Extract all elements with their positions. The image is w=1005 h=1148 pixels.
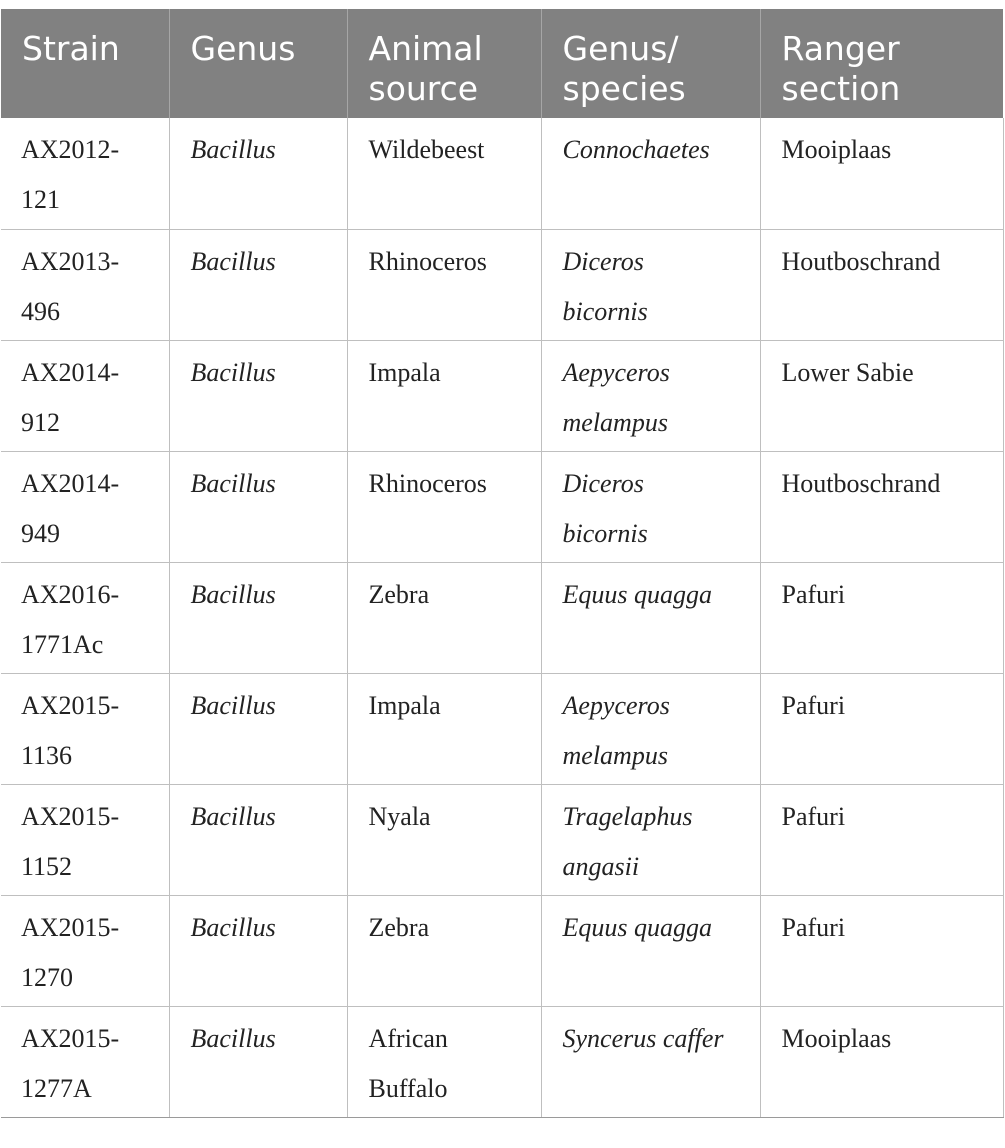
cell-line: 1771Ac [21, 629, 104, 659]
cell-line: AX2016- [21, 579, 120, 609]
header-line: species [562, 69, 686, 108]
cell-strain [1, 673, 169, 784]
cell-genus-species [541, 340, 760, 451]
cell-line: Buffalo [368, 1073, 448, 1103]
table-row [1, 784, 1003, 895]
cell-ranger-section: Mooiplaas [760, 1006, 1003, 1117]
header-line: Genus/ [562, 29, 679, 68]
cell-line: 1136 [21, 740, 73, 770]
cell-line: AX2013- [21, 246, 120, 276]
cell-line: 1270 [21, 962, 73, 992]
header-line: section [781, 69, 901, 108]
cell-strain [1, 1006, 169, 1117]
cell-animal-source [347, 340, 541, 451]
header-row [1, 9, 1003, 118]
cell-line: melampus [562, 407, 668, 437]
cell-genus-species [541, 562, 760, 673]
cell-genus: Bacillus [169, 451, 347, 562]
cell-animal-source [347, 118, 541, 229]
cell-line: Zebra [368, 912, 430, 942]
header-line: Strain [22, 29, 120, 68]
cell-genus-species [541, 451, 760, 562]
cell-genus: Bacillus [169, 340, 347, 451]
cell-line: Connochaetes [562, 135, 710, 164]
cell-genus-species [541, 784, 760, 895]
cell-line: 949 [21, 518, 60, 548]
cell-line: AX2015- [21, 1023, 120, 1053]
cell-line: 121 [21, 185, 60, 214]
cell-animal-source [347, 784, 541, 895]
cell-genus-species [541, 118, 760, 229]
header-line: Genus [190, 29, 296, 68]
cell-line: Rhinoceros [368, 468, 487, 498]
cell-line: bicornis [562, 518, 648, 548]
cell-line: Tragelaphus [562, 801, 693, 831]
header-line: Animal [368, 29, 483, 68]
cell-genus: Bacillus [169, 118, 347, 229]
cell-ranger-section: Houtboschrand [760, 229, 1003, 340]
table-header [1, 9, 1003, 118]
cell-ranger-section: Lower Sabie [760, 340, 1003, 451]
cell-line: 1277A [21, 1073, 92, 1103]
header-ranger-section [760, 9, 1003, 118]
table-row [1, 673, 1003, 784]
cell-line: Aepyceros [562, 357, 670, 387]
cell-line: AX2015- [21, 801, 120, 831]
cell-animal-source [347, 895, 541, 1006]
table-row [1, 229, 1003, 340]
cell-genus: Bacillus [169, 895, 347, 1006]
cell-genus-species [541, 1006, 760, 1117]
cell-genus-species [541, 895, 760, 1006]
cell-animal-source [347, 229, 541, 340]
cell-genus: Bacillus [169, 673, 347, 784]
cell-line: 912 [21, 407, 60, 437]
cell-line: AX2012- [21, 135, 120, 164]
cell-line: Zebra [368, 579, 430, 609]
cell-genus-species [541, 229, 760, 340]
cell-line: Rhinoceros [368, 246, 487, 276]
cell-animal-source [347, 1006, 541, 1117]
cell-genus: Bacillus [169, 784, 347, 895]
cell-animal-source [347, 451, 541, 562]
header-genus [169, 9, 347, 118]
table-body [1, 118, 1003, 1117]
cell-line: melampus [562, 740, 668, 770]
cell-strain [1, 562, 169, 673]
cell-strain [1, 451, 169, 562]
cell-line: Nyala [368, 801, 431, 831]
header-genus-species [541, 9, 760, 118]
cell-genus: Bacillus [169, 229, 347, 340]
cell-genus: Bacillus [169, 1006, 347, 1117]
strain-table [1, 9, 1004, 1118]
cell-line: AX2015- [21, 912, 120, 942]
cell-genus: Bacillus [169, 562, 347, 673]
cell-line: AX2015- [21, 690, 120, 720]
cell-strain [1, 229, 169, 340]
cell-ranger-section: Mooiplaas [760, 118, 1003, 229]
cell-line: AX2014- [21, 357, 120, 387]
cell-ranger-section: Pafuri [760, 673, 1003, 784]
cell-line: Diceros [562, 246, 644, 276]
cell-line: angasii [562, 851, 640, 881]
cell-line: Syncerus caffer [562, 1023, 724, 1053]
cell-line: 1152 [21, 851, 73, 881]
cell-animal-source [347, 673, 541, 784]
header-animal-source [347, 9, 541, 118]
cell-line: Diceros [562, 468, 644, 498]
table-row [1, 340, 1003, 451]
cell-ranger-section: Pafuri [760, 784, 1003, 895]
header-line: Ranger [781, 29, 900, 68]
table-row [1, 118, 1003, 229]
cell-line: 496 [21, 296, 60, 326]
header-line: source [368, 69, 479, 108]
cell-line: Impala [368, 357, 441, 387]
cell-animal-source [347, 562, 541, 673]
cell-ranger-section: Houtboschrand [760, 451, 1003, 562]
cell-line: Equus quagga [562, 579, 712, 609]
cell-line: Equus quagga [562, 912, 712, 942]
cell-line: Impala [368, 690, 441, 720]
cell-line: bicornis [562, 296, 648, 326]
table-row [1, 562, 1003, 673]
cell-ranger-section: Pafuri [760, 562, 1003, 673]
table-row [1, 895, 1003, 1006]
cell-strain [1, 784, 169, 895]
table-row [1, 451, 1003, 562]
cell-line: AX2014- [21, 468, 120, 498]
cell-strain [1, 340, 169, 451]
table-row [1, 1006, 1003, 1117]
cell-line: African [368, 1023, 448, 1053]
cell-ranger-section: Pafuri [760, 895, 1003, 1006]
cell-genus-species [541, 673, 760, 784]
cell-line: Wildebeest [368, 135, 485, 164]
cell-line: Aepyceros [562, 690, 670, 720]
cell-strain [1, 118, 169, 229]
header-strain [1, 9, 169, 118]
cell-strain [1, 895, 169, 1006]
